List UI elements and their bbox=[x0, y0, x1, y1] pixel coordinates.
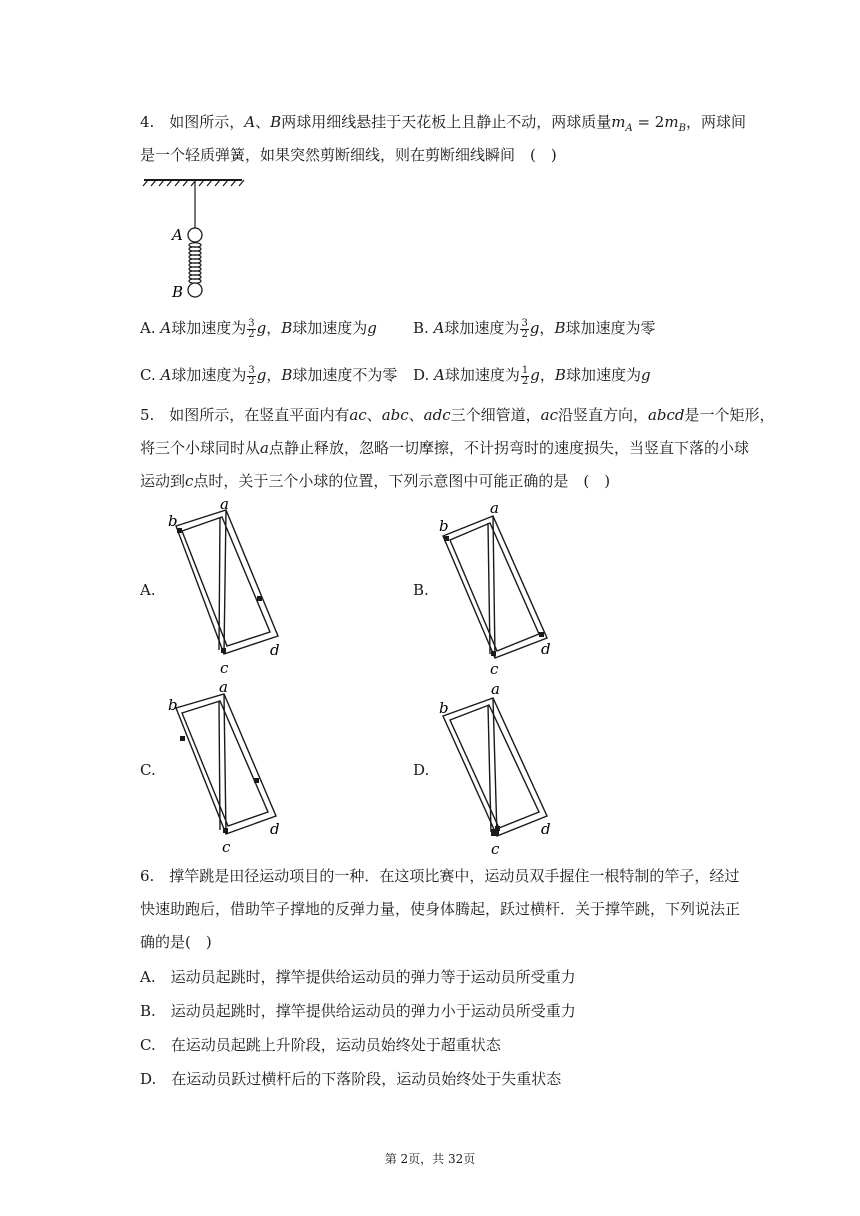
svg-text:d: d bbox=[541, 640, 551, 658]
svg-text:a: a bbox=[490, 499, 499, 517]
q5-stem-line2: 将三个小球同时从a点静止释放，忽略一切摩擦，不计拐弯时的速度损失，当竖直下落的小球 bbox=[140, 439, 749, 457]
svg-text:a: a bbox=[491, 680, 500, 698]
svg-text:b: b bbox=[168, 696, 178, 714]
svg-text:b: b bbox=[439, 699, 449, 717]
fraction: $\frac{3}{2}$ bbox=[521, 317, 528, 340]
q4-stem-line2: 是一个轻质弹簧，如果突然剪断细线，则在剪断细线瞬间 ( ) bbox=[140, 146, 557, 164]
q6-option-c: C. 在运动员起跳上升阶段，运动员始终处于超重状态 bbox=[140, 1036, 501, 1054]
ball-a-label: A bbox=[172, 226, 183, 244]
fraction: $\frac{1}{2}$ bbox=[521, 364, 529, 387]
fraction: $\frac{3}{2}$ bbox=[248, 317, 255, 340]
svg-text:a: a bbox=[220, 498, 229, 513]
q5-option-a: A. bbox=[140, 581, 156, 599]
q5-stem-line3: 运动到c点时，关于三个小球的位置，下列示意图中可能正确的是 ( ) bbox=[140, 472, 611, 490]
svg-text:a: a bbox=[219, 678, 228, 696]
q4-option-c: C. A球加速度为 $\frac{3}{2}$ g，B球加速度不为零 bbox=[140, 364, 398, 387]
tube-diagram-c bbox=[160, 678, 290, 858]
q6-stem-line2: 快速助跑后，借助竿子撑地的反弹力量，使身体腾起，跃过横杆．关于撑竿跳，下列说法正 bbox=[140, 900, 741, 918]
q6-option-a: A. 运动员起跳时，撑竿提供给运动员的弹力等于运动员所受重力 bbox=[140, 968, 576, 986]
svg-text:c: c bbox=[491, 840, 500, 858]
q5-stem-line1: 5. 如图所示，在竖直平面内有ac、abc、adc三个细管道，ac沿竖直方向，abcd是一个矩形， bbox=[140, 406, 775, 424]
svg-text:c: c bbox=[490, 660, 499, 678]
tube-diagram-d bbox=[433, 678, 563, 858]
q6-option-d: D. 在运动员跃过横杆后的下落阶段，运动员始终处于失重状态 bbox=[140, 1070, 562, 1088]
q5-option-b: B. bbox=[413, 581, 429, 599]
q4-option-a: A. A球加速度为 $\frac{3}{2}$ g，B球加速度为g bbox=[140, 317, 377, 340]
q4-option-b: B. A球加速度为 $\frac{3}{2}$ g，B球加速度为零 bbox=[413, 317, 656, 340]
fraction: $\frac{3}{2}$ bbox=[248, 364, 255, 387]
svg-text:d: d bbox=[270, 820, 280, 838]
ball-b-label: B bbox=[172, 283, 184, 301]
tube-diagram-b bbox=[433, 498, 563, 678]
svg-text:c: c bbox=[222, 838, 231, 856]
q6-option-b: B. 运动员起跳时，撑竿提供给运动员的弹力小于运动员所受重力 bbox=[140, 1002, 576, 1020]
svg-text:c: c bbox=[220, 659, 229, 677]
svg-text:d: d bbox=[270, 641, 280, 659]
q6-stem-line1: 6. 撑竿跳是田径运动项目的一种．在这项比赛中，运动员双手握住一根特制的竿子，经过 bbox=[140, 867, 740, 885]
q6-stem-line3: 确的是( ) bbox=[140, 933, 212, 951]
q5-option-d: D. bbox=[413, 761, 430, 779]
svg-text:b: b bbox=[439, 517, 449, 535]
page-footer: 第 2页，共 32页 bbox=[384, 1152, 476, 1166]
q5-option-c: C. bbox=[140, 761, 156, 779]
tube-diagram-a bbox=[160, 498, 290, 678]
svg-text:b: b bbox=[168, 512, 178, 530]
q4-stem-line1: 4. 如图所示，A、B两球用细线悬挂于天花板上且静止不动，两球质量$m_A = 2m_B$，两球间 bbox=[140, 113, 746, 134]
spring-diagram bbox=[140, 172, 250, 302]
q4-option-d: D. A球加速度为 $\frac{1}{2}$ g，B球加速度为g bbox=[413, 364, 651, 387]
svg-text:d: d bbox=[541, 820, 551, 838]
